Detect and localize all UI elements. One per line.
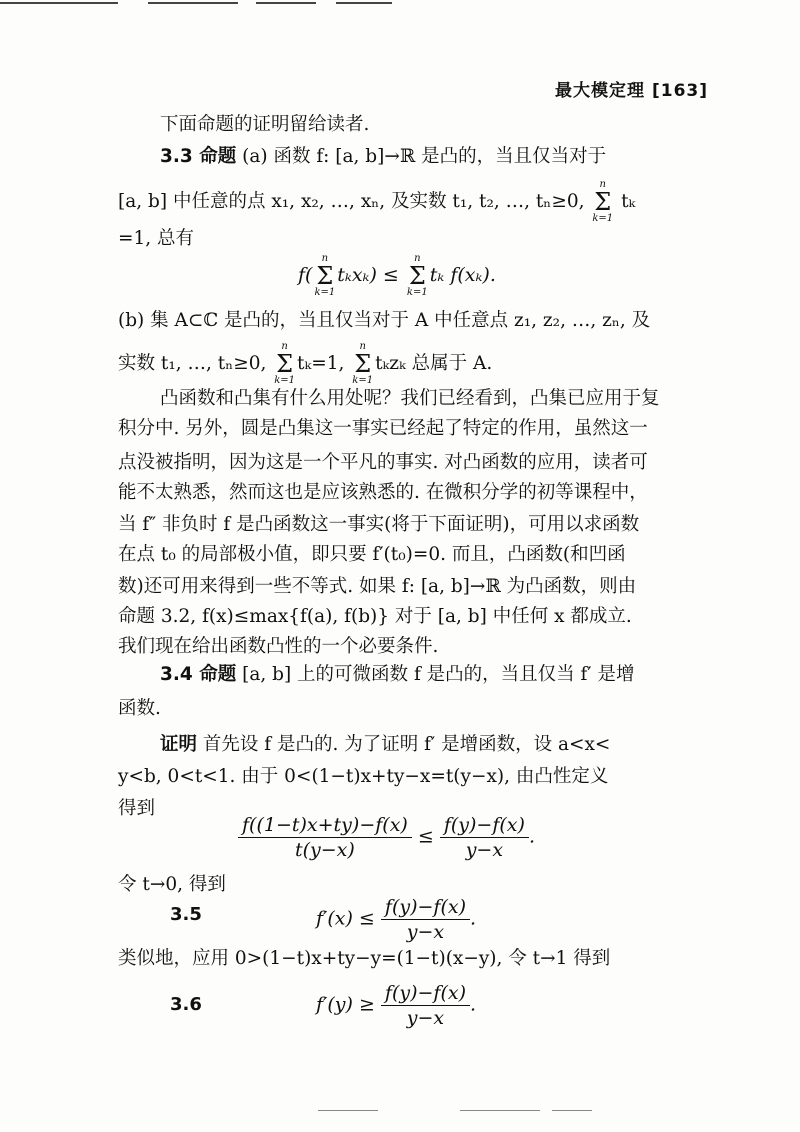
eq-part: tₖ f(xₖ). (429, 264, 496, 286)
text-line: 点没被指明，因为这是一个平凡的事实. 对凸函数的应用，读者可 (118, 452, 648, 473)
fraction: $\frac{f((1-t)x+ty)-f(x)}{t(y-x)}$ (238, 814, 412, 861)
text-line (118, 180, 710, 224)
text-line: 能不太熟悉，然而这也是应该熟悉的. 在微积分学的初等课程中， (118, 482, 648, 503)
text-line: (b) 集 A⊂ℂ 是凸的，当且仅当对于 A 中任意点 z₁, z₂, …, zₙ, 及 (118, 310, 651, 331)
text-line: y<b, 0<t<1. 由于 0<(1−t)x+ty−x=t(y−x), 由凸性定义 (118, 766, 609, 787)
text-span: tₖ=1, (297, 353, 345, 374)
text-span: tₖzₖ 总属于 A. (375, 353, 493, 374)
text-span: [a, b] 中任意的点 x₁, x₂, …, xₙ, 及实数 t₁, t₂, …, tₙ≥0, (118, 191, 585, 212)
text-line: 函数. (118, 698, 161, 719)
eq-part: tₖxₖ) ≤ (337, 264, 399, 286)
text-line: 得到 (118, 798, 156, 819)
fraction: $\frac{f(y)-f(x)}{y-x}$ (381, 982, 470, 1029)
text-line: 积分中. 另外，圆是凸集这一事实已经起了特定的作用，虽然这一 (118, 418, 648, 439)
sum-symbol: n Σ k=1 (314, 253, 336, 298)
scan-line (148, 2, 238, 4)
proposition-3-3 (160, 142, 752, 172)
sum-symbol: n Σ k=1 (352, 341, 374, 386)
text-line: 首先设 f 是凸的. 为了证明 f′ 是增函数，设 a<x< (202, 734, 611, 755)
sum-symbol: n Σ k=1 (592, 179, 614, 224)
text-line (118, 342, 710, 386)
text-line: 下面命题的证明留给读者. (160, 114, 370, 135)
text-line: 我们现在给出函数凸性的一个必要条件. (118, 636, 439, 657)
scan-smudge (318, 1110, 378, 1111)
text-span: tₖ (621, 191, 636, 212)
eq-part: f′(x) ≤ (316, 907, 375, 930)
eq-part: f( (298, 264, 313, 286)
scan-line (256, 2, 316, 4)
equation-number: 3.6 (170, 994, 202, 1015)
sum-symbol: n Σ k=1 (274, 341, 296, 386)
proof-label: 证明 (160, 734, 198, 755)
text-line: 数)还可用来得到一些不等式. 如果 f: [a, b]→ℝ 为凸函数，则由 (118, 576, 637, 597)
text-line: [a, b] 上的可微函数 f 是凸的，当且仅当 f′ 是增 (242, 664, 635, 685)
text-line: 命题 3.2, f(x)≤max{f(a), f(b)} 对于 [a, b] 中任何 x 都成立. (118, 606, 632, 627)
equation-number: 3.5 (170, 904, 202, 925)
equation-3-5: f′(x) ≤ $\frac{f(y)-f(x)}{y-x}$ . (316, 896, 477, 943)
scan-line (336, 2, 392, 4)
equation-3-6: f′(y) ≥ $\frac{f(y)-f(x)}{y-x}$ . (316, 982, 477, 1029)
scan-smudge (460, 1110, 540, 1111)
scan-line (0, 2, 118, 4)
fraction: $\frac{f(y)-f(x)}{y-x}$ (381, 896, 470, 943)
equation-jensen (298, 254, 496, 298)
fraction: $\frac{f(y)-f(x)}{y-x}$ (440, 814, 529, 861)
text-line: (a) 函数 f: [a, b]→ℝ 是凸的，当且仅当对于 (242, 146, 607, 167)
proposition-label: 3.4 命题 (160, 664, 237, 685)
scan-smudge (552, 1110, 592, 1111)
running-header: 最大模定理 [163] (555, 81, 708, 101)
relation: ≤ (417, 825, 434, 848)
eq-part: f′(y) ≥ (316, 993, 375, 1016)
text-line: 凸函数和凸集有什么用处呢？我们已经看到，凸集已应用于复 (160, 388, 660, 409)
text-line: 在点 t₀ 的局部极小值，即只要 f′(t₀)=0. 而且，凸函数(和凹函 (118, 544, 626, 565)
text-line: 令 t→0, 得到 (118, 874, 226, 895)
proof-line (160, 730, 752, 760)
sum-symbol: n Σ k=1 (406, 253, 428, 298)
proposition-3-4 (160, 660, 752, 690)
text-line: 当 f″ 非负时 f 是凸函数这一事实(将于下面证明)，可用以求函数 (118, 514, 640, 535)
proposition-label: 3.3 命题 (160, 146, 237, 167)
text-line: 类似地，应用 0>(1−t)x+ty−y=(1−t)(x−y), 令 t→1 得到 (118, 948, 611, 969)
text-span: 实数 t₁, …, tₙ≥0, (118, 353, 267, 374)
text-line: =1, 总有 (118, 228, 195, 249)
equation-difference-quotient: $\frac{f((1-t)x+ty)-f(x)}{t(y-x)}$ ≤ $\frac{f(y)-f(x)}{y-x}$ . (238, 814, 535, 861)
